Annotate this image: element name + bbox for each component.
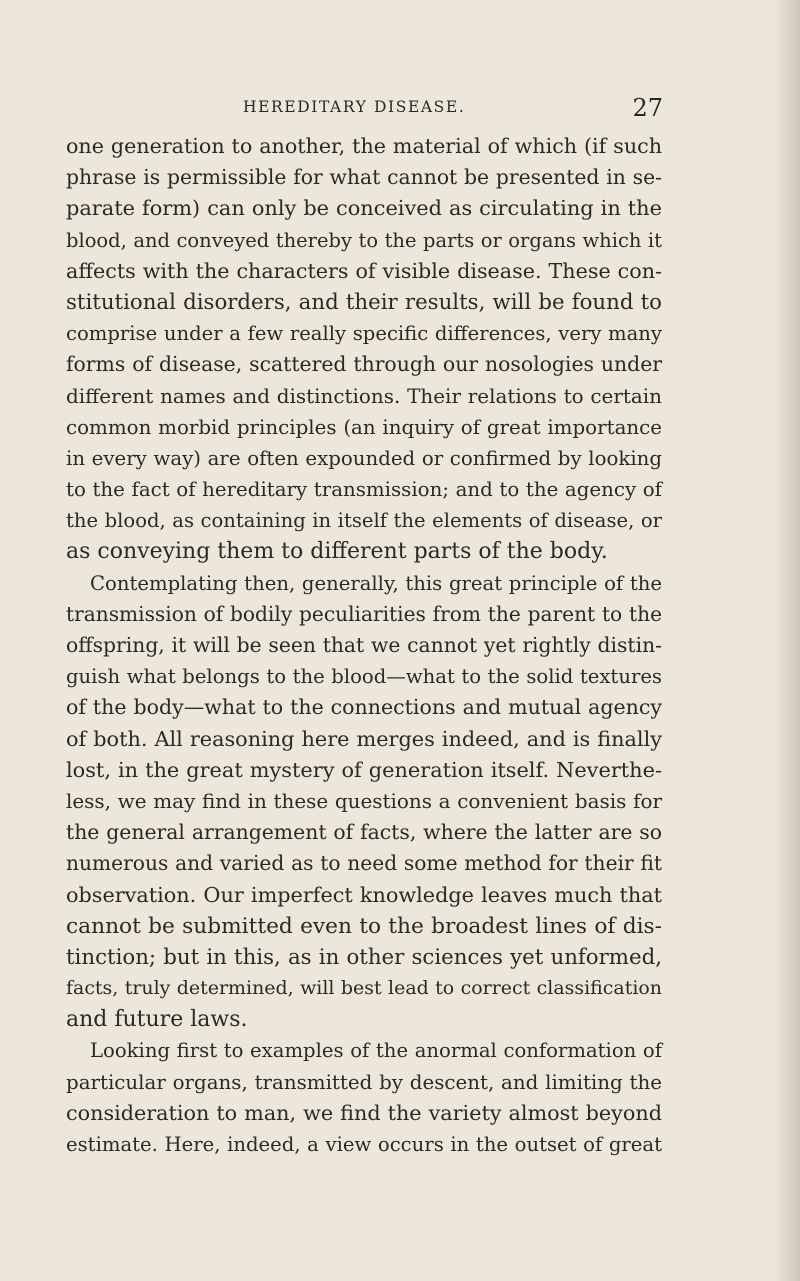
text-line: tinction; but in this, as in other sciences yet unformed,	[66, 944, 662, 970]
body-text	[66, 131, 662, 1160]
running-head: HEREDITARY DISEASE.	[243, 98, 466, 116]
page-number: 27	[632, 94, 663, 122]
text-line: less, we may find in these questions a convenient basis for	[66, 788, 662, 813]
text-line: stitutional disorders, and their results, will be found to	[66, 289, 662, 315]
text-line: and future laws.	[66, 1007, 248, 1033]
text-line: the blood, as containing in itself the elements of disease, or	[66, 509, 662, 533]
text-line: different names and distinctions. Their relations to certain	[66, 383, 662, 408]
text-line: transmission of bodily peculiarities from the parent to the	[66, 601, 662, 626]
text-line: affects with the characters of visible disease. These con-	[66, 258, 662, 283]
text-line: common morbid principles (an inquiry of great importance	[66, 415, 662, 439]
text-line: consideration to man, we find the variety almost beyond	[66, 1100, 662, 1125]
text-line: cannot be submitted even to the broadest lines of dis-	[66, 913, 662, 939]
text-line: offspring, it will be seen that we cannot yet rightly distin-	[66, 633, 662, 657]
text-line: one generation to another, the material of which (if such	[66, 134, 662, 158]
text-line: facts, truly determined, will best lead to correct classification	[66, 977, 662, 1000]
text-line: lost, in the great mystery of generation itself. Neverthe-	[66, 757, 662, 782]
text-line: particular organs, transmitted by descent, and limiting the	[66, 1070, 662, 1094]
text-line: Looking first to examples of the anormal conformation of	[90, 1039, 662, 1063]
text-line: blood, and conveyed thereby to the parts or organs which it	[66, 228, 662, 252]
text-line: in every way) are often expounded or confirmed by looking	[66, 446, 662, 470]
text-line: numerous and varied as to need some method for their fit	[66, 851, 662, 876]
text-line: guish what belongs to the blood—what to the solid textures	[66, 665, 662, 689]
text-line: the general arrangement of facts, where the latter are so	[66, 820, 662, 845]
text-line: Contemplating then, generally, this great principle of the	[90, 571, 662, 595]
page-header	[243, 96, 663, 122]
text-line: of both. All reasoning here merges indeed, and is finally	[66, 726, 662, 751]
text-line: to the fact of hereditary transmission; and to the agency of	[66, 478, 662, 502]
text-line: estimate. Here, indeed, a view occurs in the outset of great	[66, 1133, 662, 1156]
text-line: of the body—what to the connections and mutual agency	[66, 695, 662, 720]
text-line: forms of disease, scattered through our nosologies under	[66, 352, 662, 377]
text-line: observation. Our imperfect knowledge leaves much that	[66, 882, 662, 907]
text-line: phrase is permissible for what cannot be presented in se-	[66, 165, 662, 190]
text-line: as conveying them to different parts of the body.	[66, 539, 608, 565]
text-line: parate form) can only be conceived as circulating in the	[66, 196, 662, 221]
text-line: comprise under a few really specific differences, very many	[66, 322, 662, 346]
